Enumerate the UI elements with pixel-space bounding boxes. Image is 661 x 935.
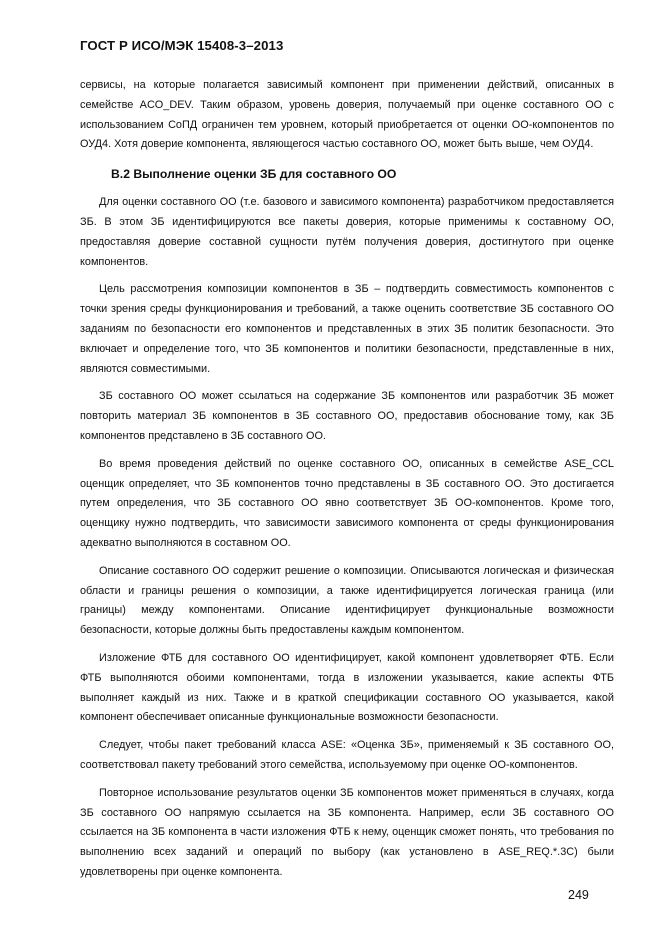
section-paragraph-5: Описание составного ОО содержит решение о композиции. Описываются логическая и физическая области и границы решения о композиции, а также идентифицируется логическая граница (или границы) между компонентами. Описание идентифицирует функциональные возможности безопасности, которые должны быть предоставлены каждым компонентом. bbox=[80, 564, 614, 637]
section-paragraph-1: Для оценки составного ОО (т.е. базового и зависимого компонента) разработчиком предоставляется ЗБ. В этом ЗБ идентифицируются все пакеты доверия, которые применимы к составному ОО, предоставляя доверие составной сущности путём получения доверия, достигнутого при оценке компонентов. bbox=[80, 196, 614, 268]
section-title: В.2 Выполнение оценки ЗБ для составного ОО bbox=[111, 167, 397, 182]
intro-paragraph: сервисы, на которые полагается зависимый компонент при применении действий, описанных в семействе ACO_DEV. Таким образом, уровень доверия, получаемый при оценке составного ОО с использованием СоПД ограничен тем уровнем, который приобретается от оценки ОО-компонентов по ОУД4. Хотя доверие компонента, являющегося частью составного ОО, может быть выше, чем ОУД4. bbox=[80, 79, 614, 151]
section-paragraph-3: ЗБ составного ОО может ссылаться на содержание ЗБ компонентов или разработчик ЗБ может повторить материал ЗБ компонентов в ЗБ составного ОО, предоставив обоснование тому, как ЗБ компонентов представлено в ЗБ составного ОО. bbox=[80, 390, 614, 442]
document-header: ГОСТ Р ИСО/МЭК 15408-3–2013 bbox=[80, 38, 284, 53]
section-paragraph-4: Во время проведения действий по оценке составного ОО, описанных в семействе ASE_CCL оценщик определяет, что ЗБ компонентов точно представлены в ЗБ составного ОО. Это достигается путем определения, что ЗБ составного ОО явно соответствует ЗБ ОО-компонентов. Кроме того, оценщику нужно подтвердить, что зависимости зависимого компонента от среды функционирования адекватно выполняются в составном ОО. bbox=[80, 457, 614, 549]
section-paragraph-7: Следует, чтобы пакет требований класса ASE: «Оценка ЗБ», применяемый к ЗБ составного ОО, соответствовал пакету требований этого семейства, используемому при оценке ОО-компонентов. bbox=[80, 739, 614, 771]
page-number: 249 bbox=[568, 888, 589, 902]
page-body bbox=[80, 76, 614, 891]
section-paragraph-2: Цель рассмотрения композиции компонентов в ЗБ – подтвердить совместимость компонентов с точки зрения среды функционирования и требований, а также оценить соответствие ЗБ составного ОО заданиям по безопасности его компонентов и представленных в этих ЗБ политик безопасности. Это включает и определение того, что ЗБ компонентов и политики безопасности, представленные в них, являются совместимыми. bbox=[80, 283, 614, 375]
section-paragraph-6: Изложение ФТБ для составного ОО идентифицирует, какой компонент удовлетворяет ФТБ. Если ФТБ выполняются обоими компонентами, тогда в изложении указывается, какие аспекты ФТБ выполняет каждый из них. Также и в краткой спецификации составного ОО указывается, какой компонент обеспечивает описанные функциональные возможности безопасности. bbox=[80, 651, 614, 724]
section-paragraph-8: Повторное использование результатов оценки ЗБ компонентов может применяться в случаях, когда ЗБ составного ОО напрямую ссылается на ЗБ компонента. Например, если ЗБ составного ОО ссылается на ЗБ компонента в части изложения ФТБ к нему, оценщик сможет понять, что требования по выполнению всех заданий и операций по выбору (как установлено в ASE_REQ.*.3С) были удовлетворены при оценке компонента. bbox=[80, 786, 614, 878]
